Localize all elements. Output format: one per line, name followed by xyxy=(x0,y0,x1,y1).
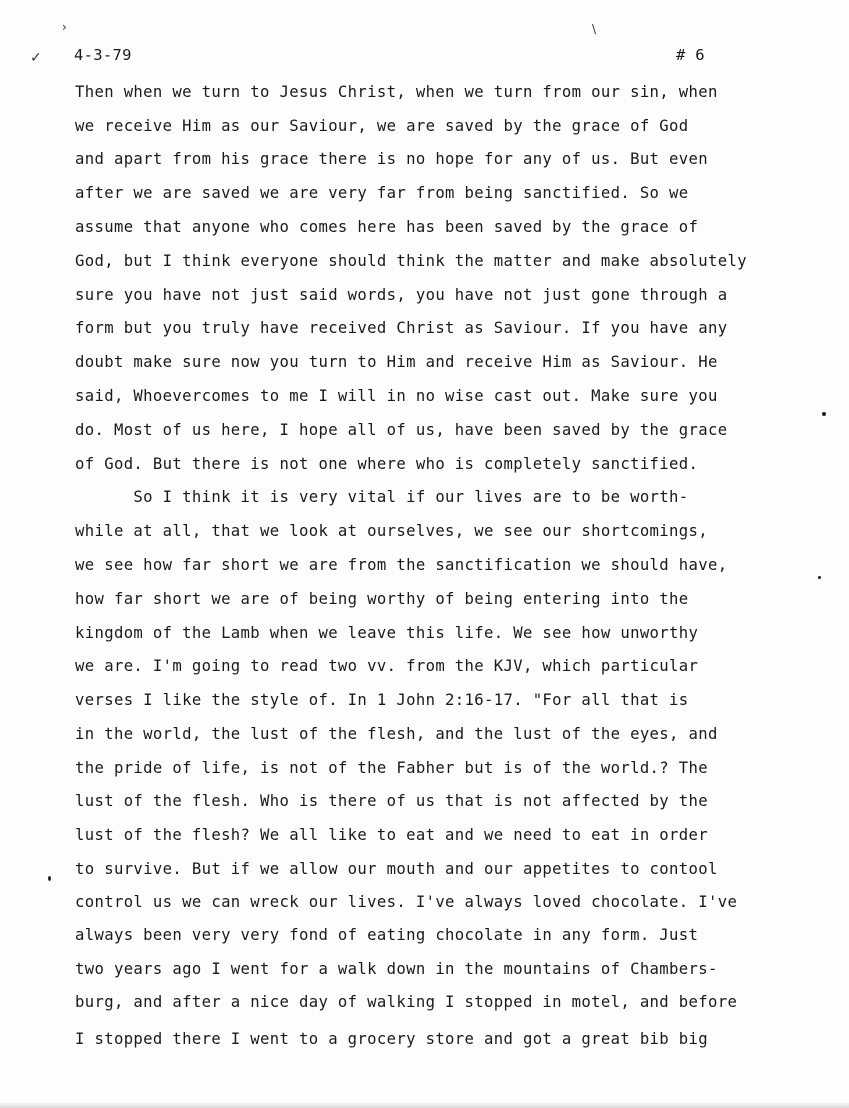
body-line: lust of the flesh. Who is there of us that is not affected by the xyxy=(75,792,708,810)
body-line: kingdom of the Lamb when we leave this life. We see how unworthy xyxy=(75,624,699,642)
body-line: always been very very fond of eating chocolate in any form. Just xyxy=(75,926,699,944)
body-line: we are. I'm going to read two vv. from the KJV, which particular xyxy=(75,657,699,675)
body-line: Then when we turn to Jesus Christ, when we turn from our sin, when xyxy=(75,83,718,101)
body-line: we see how far short we are from the sanctification we should have, xyxy=(75,556,728,574)
margin-dot xyxy=(48,876,51,881)
body-line: I stopped there I went to a grocery store and got a great bib big xyxy=(75,1030,708,1048)
body-line: to survive. But if we allow our mouth and our appetites to contool xyxy=(75,860,718,878)
body-line: how far short we are of being worthy of being entering into the xyxy=(75,590,689,608)
body-line: in the world, the lust of the flesh, and the lust of the eyes, and xyxy=(75,725,718,743)
body-line: the pride of life, is not of the Fabher but is of the world.? The xyxy=(75,759,708,777)
body-line: and apart from his grace there is no hope for any of us. But even xyxy=(75,150,708,168)
page-bottom-edge xyxy=(0,1103,849,1108)
body-line: control us we can wreck our lives. I've always loved chocolate. I've xyxy=(75,893,738,911)
body-line: verses I like the style of. In 1 John 2:16-17. "For all that is xyxy=(75,691,689,709)
margin-tick-mark: \ xyxy=(592,22,597,36)
body-line: lust of the flesh? We all like to eat and we need to eat in order xyxy=(75,826,708,844)
body-line: of God. But there is not one where who is completely sanctified. xyxy=(75,455,699,473)
body-line: God, but I think everyone should think the matter and make absolutely xyxy=(75,252,747,270)
body-line: sure you have not just said words, you have not just gone through a xyxy=(75,286,728,304)
body-line: after we are saved we are very far from being sanctified. So we xyxy=(75,184,689,202)
body-line: do. Most of us here, I hope all of us, have been saved by the grace xyxy=(75,421,728,439)
document-date: 4-3-79 xyxy=(74,46,132,64)
page-number: # 6 xyxy=(676,46,705,64)
margin-check-mark: ✓ xyxy=(30,50,42,66)
margin-dot xyxy=(822,412,826,416)
paragraph-first-line: So I think it is very vital if our lives are to be worth- xyxy=(75,488,689,506)
body-line: assume that anyone who comes here has been saved by the grace of xyxy=(75,218,699,236)
body-line: form but you truly have received Christ as Saviour. If you have any xyxy=(75,319,728,337)
body-line: while at all, that we look at ourselves, we see our shortcomings, xyxy=(75,522,708,540)
body-line: said, Whoevercomes to me I will in no wise cast out. Make sure you xyxy=(75,387,718,405)
body-line: burg, and after a nice day of walking I stopped in motel, and before xyxy=(75,993,738,1011)
body-line: two years ago I went for a walk down in the mountains of Chambers- xyxy=(75,960,718,978)
margin-tick-mark: › xyxy=(62,20,67,34)
margin-dot xyxy=(818,576,821,579)
body-line: we receive Him as our Saviour, we are saved by the grace of God xyxy=(75,117,689,135)
body-line: doubt make sure now you turn to Him and receive Him as Saviour. He xyxy=(75,353,718,371)
